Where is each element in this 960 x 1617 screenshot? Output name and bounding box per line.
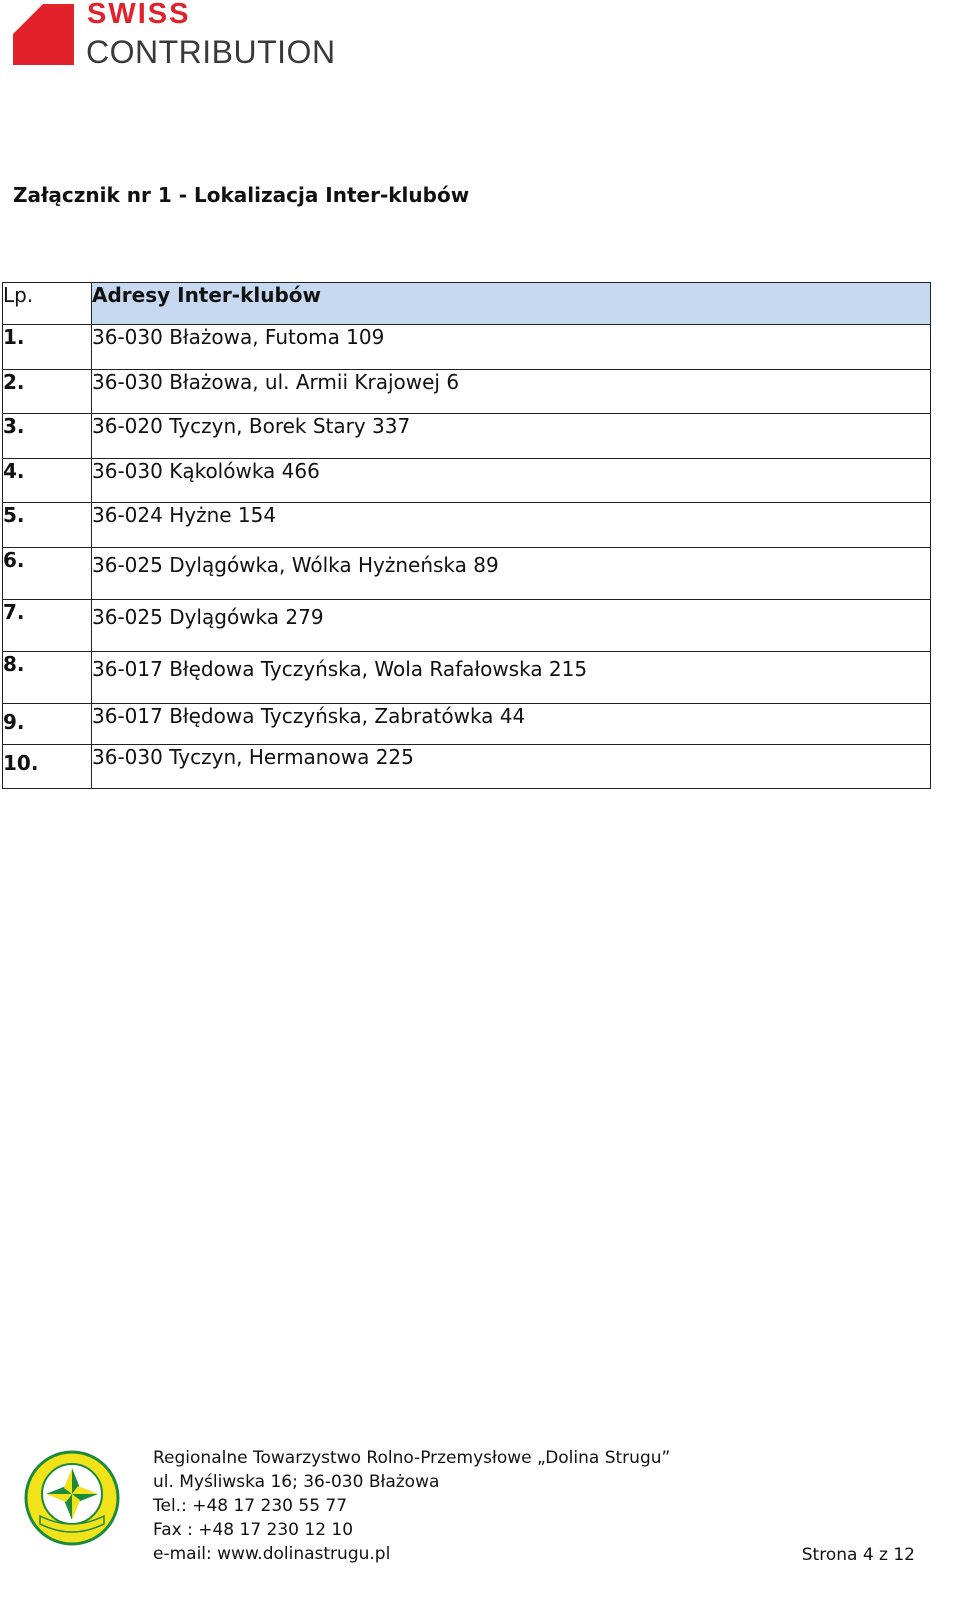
footer-email: e-mail: www.dolinastrugu.pl bbox=[153, 1544, 391, 1564]
row-number: 7. bbox=[3, 600, 92, 652]
inter-clubs-table bbox=[2, 282, 931, 789]
table-row bbox=[3, 548, 931, 600]
logo-text-swiss: SWISS bbox=[87, 0, 191, 30]
table-row bbox=[3, 370, 931, 414]
footer-phone: Tel.: +48 17 230 55 77 bbox=[153, 1496, 348, 1516]
footer-org-name: Regionalne Towarzystwo Rolno-Przemysłowe „Dolina Strugu” bbox=[153, 1448, 671, 1468]
row-address: 36-020 Tyczyn, Borek Stary 337 bbox=[92, 414, 931, 459]
row-number: 2. bbox=[3, 370, 92, 414]
row-number: 1. bbox=[3, 325, 92, 370]
row-address: 36-030 Tyczyn, Hermanowa 225 bbox=[92, 745, 931, 789]
row-number: 3. bbox=[3, 414, 92, 459]
row-address: 36-024 Hyżne 154 bbox=[92, 503, 931, 548]
header-lp: Lp. bbox=[3, 283, 92, 325]
row-number: 8. bbox=[3, 652, 92, 704]
row-address: 36-025 Dylągówka, Wólka Hyżneńska 89 bbox=[92, 548, 931, 600]
row-number: 5. bbox=[3, 503, 92, 548]
row-address: 36-017 Błędowa Tyczyńska, Zabratówka 44 bbox=[92, 704, 931, 745]
row-number: 4. bbox=[3, 459, 92, 503]
row-number: 9. bbox=[3, 704, 92, 745]
table-row bbox=[3, 600, 931, 652]
footer-contact bbox=[153, 1446, 670, 1566]
row-number: 6. bbox=[3, 548, 92, 600]
header-address: Adresy Inter-klubów bbox=[92, 283, 931, 325]
dolina-strugu-logo bbox=[24, 1450, 120, 1546]
table-row bbox=[3, 745, 931, 789]
swiss-contribution-logo bbox=[13, 0, 336, 70]
logo-text-contribution: CONTRIBUTION bbox=[86, 34, 336, 70]
table-row bbox=[3, 652, 931, 704]
row-address: 36-030 Błażowa, Futoma 109 bbox=[92, 325, 931, 370]
page-heading: Załącznik nr 1 - Lokalizacja Inter-klubów bbox=[13, 183, 470, 207]
row-address: 36-025 Dylągówka 279 bbox=[92, 600, 931, 652]
footer-fax: Fax : +48 17 230 12 10 bbox=[153, 1520, 354, 1540]
swiss-logo-mark bbox=[13, 4, 74, 65]
row-address: 36-030 Kąkolówka 466 bbox=[92, 459, 931, 503]
table-row bbox=[3, 325, 931, 370]
table-row bbox=[3, 704, 931, 745]
table-header-row bbox=[3, 283, 931, 325]
row-number: 10. bbox=[3, 745, 92, 789]
footer-address: ul. Myśliwska 16; 36-030 Błażowa bbox=[153, 1472, 440, 1492]
page-number: Strona 4 z 12 bbox=[801, 1545, 915, 1565]
table-row bbox=[3, 503, 931, 548]
row-address: 36-030 Błażowa, ul. Armii Krajowej 6 bbox=[92, 370, 931, 414]
table-row bbox=[3, 414, 931, 459]
table-row bbox=[3, 459, 931, 503]
row-address: 36-017 Błędowa Tyczyńska, Wola Rafałowska 215 bbox=[92, 652, 931, 704]
